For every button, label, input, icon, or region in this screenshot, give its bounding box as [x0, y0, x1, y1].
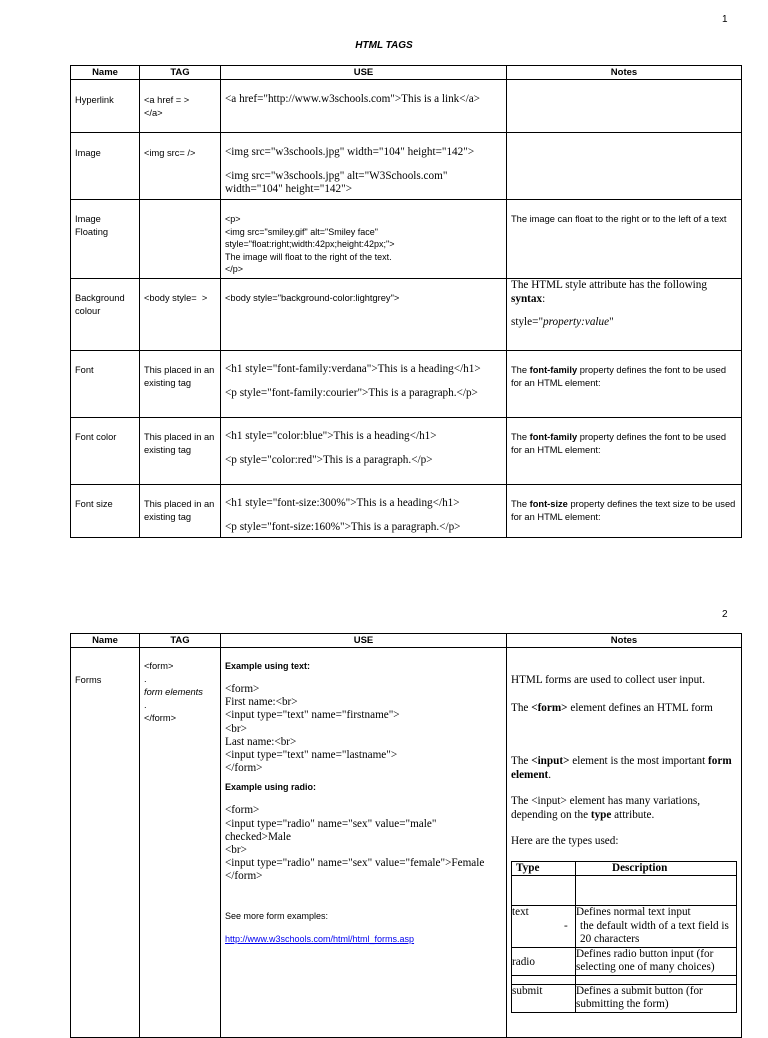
tag-line: . [144, 674, 147, 684]
use-code: <img src="w3schools.jpg" width="104" height="142"> [225, 146, 475, 158]
type-header: Type [516, 861, 540, 874]
page-number-1: 1 [722, 14, 728, 25]
tag-line: <a href = > [144, 95, 190, 105]
row-name: Font size [75, 499, 113, 509]
use-code: <img src="w3schools.jpg" alt="W3Schools.com" width="104" height="142"> [225, 169, 448, 195]
table-row [71, 200, 742, 279]
table-row [71, 485, 742, 538]
notes-text: The HTML style attribute has the following syntax: [511, 279, 707, 305]
notes-text: HTML forms are used to collect user input. [511, 674, 706, 686]
table-row [71, 351, 742, 418]
tag-line: . [144, 700, 147, 710]
html-tags-table-page-1 [70, 65, 742, 538]
tag-line: </form> [144, 713, 177, 723]
page-number-2: 2 [722, 609, 728, 620]
notes-empty [507, 80, 741, 84]
input-type-row: radio Defines radio button input (for selecting one of many choices) [512, 947, 737, 975]
row-name: Forms [75, 675, 102, 685]
notes-text: The <input> element is the most important form element. [511, 755, 732, 781]
header-name: Name [71, 634, 140, 648]
use-code: Last name:<br> [225, 735, 297, 748]
row-name: Hyperlink [75, 95, 114, 105]
use-code: <input type="radio" name="sex" value="female">Female [225, 857, 485, 870]
use-code: <h1 style="color:blue">This is a heading</h1> [225, 430, 437, 442]
tag-text: This placed in an existing tag [144, 499, 215, 522]
more-examples-label: See more form examples: [225, 910, 329, 921]
notes-text: The <form> element defines an HTML form [511, 701, 713, 714]
table-row [71, 133, 742, 200]
use-code: <input type="radio" name="sex" value="male" [225, 817, 437, 830]
example-radio-heading: Example using radio: [225, 782, 317, 793]
tag-line: </a> [144, 108, 163, 118]
use-code: </p> [225, 264, 244, 275]
use-code: <br> [225, 844, 247, 857]
use-code: </form> [225, 762, 263, 775]
notes-text: The font-size property defines the text size to be used for an HTML element: [511, 499, 736, 522]
tag-line: <form> [144, 661, 174, 671]
table-header-row [71, 634, 742, 648]
tag-empty [140, 200, 220, 204]
table-row [71, 279, 742, 351]
tag-line: <img src= /> [144, 148, 196, 158]
header-name: Name [71, 66, 140, 80]
notes-text: The <input> element has many variations, depending on the type attribute. [511, 795, 701, 821]
tag-text: This placed in an existing tag [144, 365, 215, 388]
input-types-table [511, 861, 737, 1013]
header-notes: Notes [507, 634, 742, 648]
use-code: checked>Male [225, 830, 291, 843]
notes-text: Here are the types used: [511, 835, 619, 847]
notes-empty [507, 133, 741, 137]
use-code: <body style="background-color:lightgrey"> [225, 293, 400, 303]
row-name: Background colour [75, 293, 125, 316]
use-code: <h1 style="font-size:300%">This is a heading</h1> [225, 497, 460, 509]
input-type-row: text Defines normal text input - the default width of a text field is 20 characters [512, 906, 737, 948]
row-name: Font [75, 365, 94, 375]
notes-syntax-example: style="property:value" [511, 316, 614, 328]
notes-text: The font-family property defines the font to be used for an HTML element: [511, 365, 727, 388]
input-type-row: submit Defines a submit button (for submitting the form) [512, 984, 737, 1012]
use-code: <input type="text" name="lastname"> [225, 749, 398, 762]
tag-line: form elements [144, 687, 203, 697]
example-text-heading: Example using text: [225, 661, 311, 671]
use-code: <p> [225, 214, 241, 224]
use-code: <form> [225, 683, 260, 695]
row-name: Image [75, 148, 101, 158]
description-header: Description [612, 861, 668, 874]
row-name: Image Floating [75, 214, 109, 237]
row-name: Font color [75, 432, 117, 442]
notes-text: The font-family property defines the font to be used for an HTML element: [511, 432, 727, 455]
header-use: USE [221, 634, 507, 648]
header-tag: TAG [140, 66, 221, 80]
table-row [71, 80, 742, 133]
use-code: <p style="font-family:courier">This is a paragraph.</p> [225, 386, 478, 399]
header-tag: TAG [140, 634, 221, 648]
header-notes: Notes [507, 66, 742, 80]
use-code: </form> [225, 870, 263, 883]
html-tags-table-page-2 [70, 633, 742, 1038]
forms-examples-link[interactable]: http://www.w3schools.com/html/html_forms.asp [225, 933, 415, 944]
use-code: <form> [225, 804, 260, 817]
use-code: The image will float to the right of the text. [225, 251, 392, 262]
header-use: USE [221, 66, 507, 80]
use-code: <br> [225, 722, 247, 735]
table-row [71, 648, 742, 1038]
use-code: <img src="smiley.gif" alt="Smiley face" style="float:right;width:42px;height:42px;"> [225, 226, 395, 250]
use-code: <input type="text" name="firstname"> [225, 709, 400, 722]
page-title: HTML TAGS [355, 40, 413, 51]
use-code: <p style="color:red">This is a paragraph.</p> [225, 453, 433, 466]
tag-text: This placed in an existing tag [144, 432, 215, 455]
use-code: <h1 style="font-family:verdana">This is a heading</h1> [225, 363, 481, 375]
table-header-row [71, 66, 742, 80]
use-code: First name:<br> [225, 696, 298, 709]
use-code: <p style="font-size:160%">This is a paragraph.</p> [225, 520, 461, 533]
table-row [71, 418, 742, 485]
use-code: <a href="http://www.w3schools.com">This is a link</a> [225, 93, 480, 105]
tag-line: <body style= > [144, 293, 208, 303]
notes-text: The image can float to the right or to the left of a text [511, 214, 727, 224]
